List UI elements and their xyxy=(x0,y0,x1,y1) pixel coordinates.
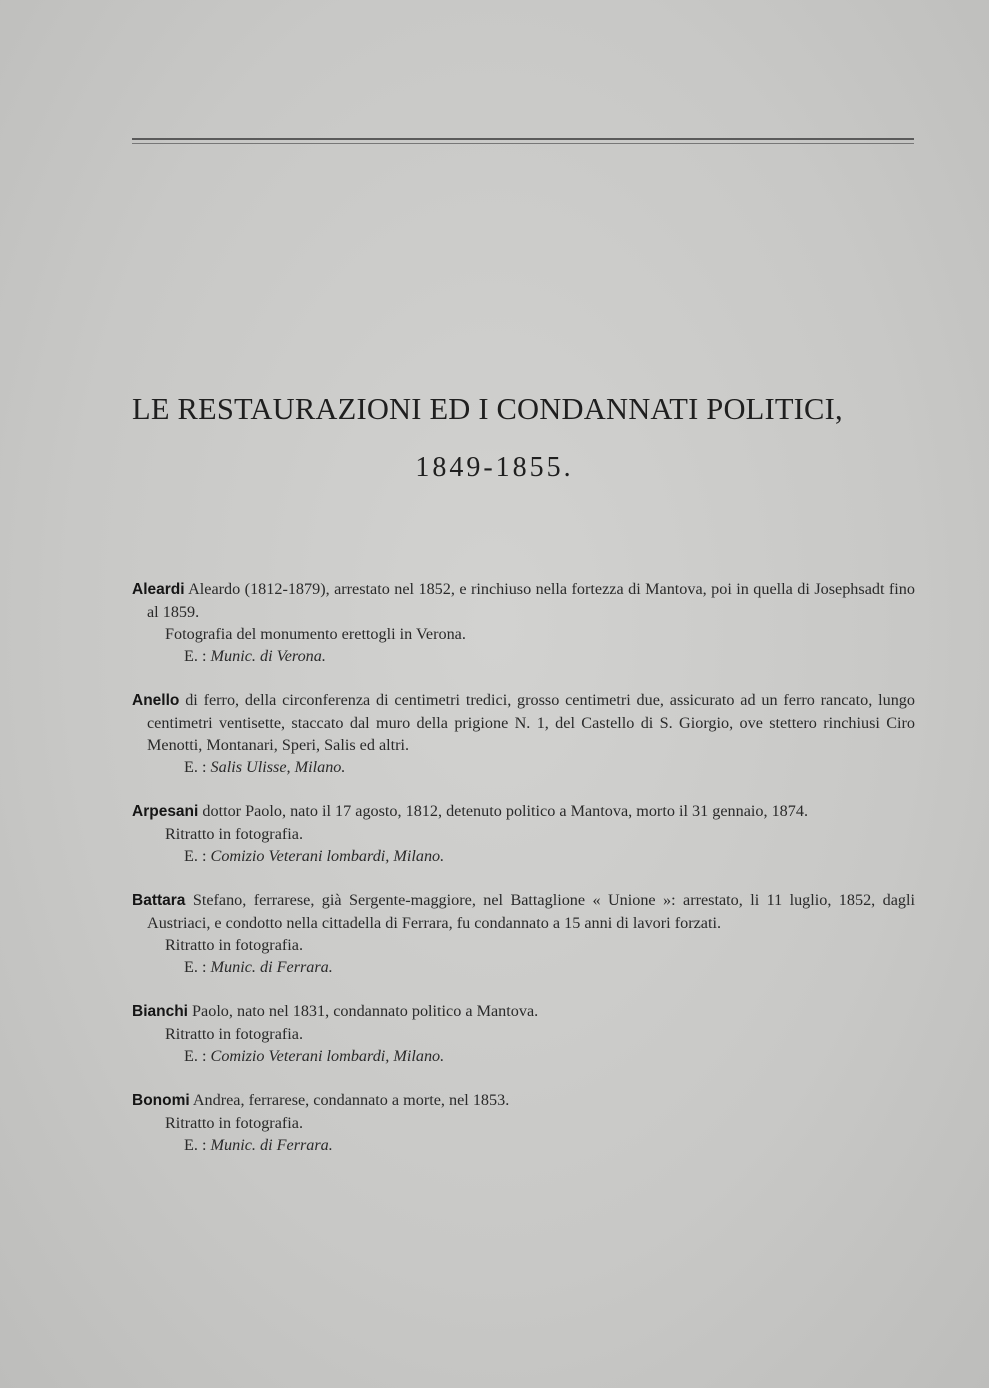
entry-name: Battara xyxy=(132,892,186,909)
top-rule-thin xyxy=(132,143,914,144)
entry-name: Anello xyxy=(132,692,180,709)
entry-text: dottor Paolo, nato il 17 agosto, 1812, detenuto politico a Mantova, morto il 31 gennaio, 1874. xyxy=(202,802,808,820)
entry-description xyxy=(132,800,915,823)
list-item xyxy=(132,889,915,978)
source-prefix: E. : xyxy=(184,758,207,776)
entry-note: Ritratto in fotografia. xyxy=(165,1025,304,1043)
entry-note: Fotografia del monumento erettogli in Verona. xyxy=(165,625,466,643)
source-prefix: E. : xyxy=(184,958,207,976)
source-prefix: E. : xyxy=(184,1136,207,1154)
source-name: Munic. di Ferrara. xyxy=(210,1136,333,1154)
source-name: Comizio Veterani lombardi, Milano. xyxy=(210,847,445,865)
source-prefix: E. : xyxy=(184,647,207,665)
entry-text: Aleardo (1812-1879), arrestato nel 1852, e rinchiuso nella fortezza di Mantova, poi in quella di Josephsadt fino al 1859. xyxy=(147,580,915,621)
source-name: Comizio Veterani lombardi, Milano. xyxy=(210,1047,445,1065)
list-item xyxy=(132,689,915,778)
entry-source xyxy=(132,845,915,867)
entry-source xyxy=(132,756,915,778)
entry-source xyxy=(132,645,915,667)
entry-text: Paolo, nato nel 1831, condannato politico a Mantova. xyxy=(192,1002,539,1020)
list-item xyxy=(132,1089,915,1156)
entry-name: Aleardi xyxy=(132,581,185,598)
source-name: Munic. di Ferrara. xyxy=(210,958,333,976)
entry-text: Andrea, ferrarese, condannato a morte, nel 1853. xyxy=(192,1091,510,1109)
entry-source xyxy=(132,1045,915,1067)
entry-text: di ferro, della circonferenza di centimetri tredici, grosso centimetri due, assicurato ad un ferro rancato, lungo centimetri ventisette, staccato dal muro della prigione N. 1, del Castello di S. Giorgio, ove stettero rinchiusi Ciro Menotti, Montanari, Speri, Salis ed altri. xyxy=(147,691,915,754)
entry-name: Arpesani xyxy=(132,803,199,820)
entry-source xyxy=(132,956,915,978)
entry-description xyxy=(132,1000,915,1023)
source-prefix: E. : xyxy=(184,847,207,865)
top-rule xyxy=(132,138,914,140)
page-title: LE RESTAURAZIONI ED I CONDANNATI POLITICI, xyxy=(132,392,843,426)
entry-description xyxy=(132,889,915,934)
entries-list xyxy=(132,578,915,1178)
entry-text: Stefano, ferrarese, già Sergente-maggiore, nel Battaglione « Unione »: arrestato, li 11 luglio, 1852, dagli Austriaci, e condotto nella cittadella di Ferrara, fu condannato a 15 anni di lavori forzati. xyxy=(147,891,915,932)
source-name: Munic. di Verona. xyxy=(210,647,326,665)
entry-description xyxy=(132,689,915,756)
entry-description xyxy=(132,1089,915,1112)
source-prefix: E. : xyxy=(184,1047,207,1065)
entry-description xyxy=(132,578,915,623)
source-name: Salis Ulisse, Milano. xyxy=(210,758,346,776)
entry-name: Bonomi xyxy=(132,1092,190,1109)
list-item xyxy=(132,578,915,667)
entry-note: Ritratto in fotografia. xyxy=(165,825,304,843)
list-item xyxy=(132,1000,915,1067)
list-item xyxy=(132,800,915,867)
page-subtitle-years: 1849-1855. xyxy=(415,452,574,483)
entry-name: Bianchi xyxy=(132,1003,188,1020)
entry-note: Ritratto in fotografia. xyxy=(165,1114,304,1132)
entry-source xyxy=(132,1134,915,1156)
entry-note: Ritratto in fotografia. xyxy=(165,936,304,954)
